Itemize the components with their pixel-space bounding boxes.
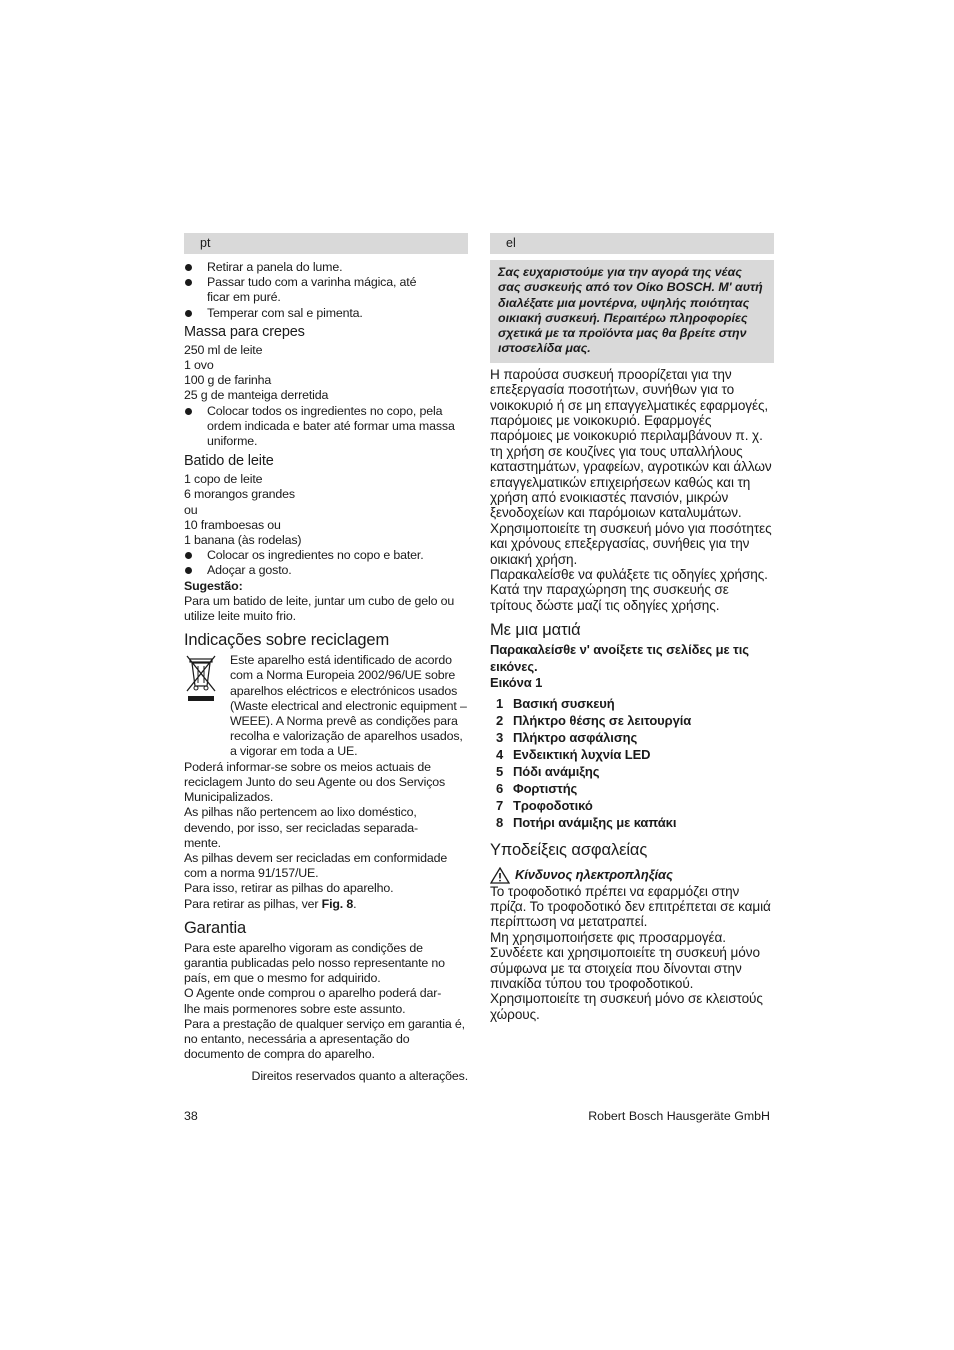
ingredient: ou: [184, 502, 198, 517]
parts-list: [490, 695, 774, 831]
section-title-safety: Υποδείξεις ασφαλείας: [490, 840, 648, 859]
ingredient: 1 copo de leite: [184, 472, 263, 487]
list-item: [490, 729, 774, 746]
part-number: 4: [496, 746, 504, 762]
paragraph: Χρησιμοποιείτε τη συσκευή μόνο σε κλειστούς χώρους.: [490, 991, 763, 1022]
pt-content: [184, 260, 468, 1085]
warning-triangle-icon: [490, 867, 510, 884]
paragraph: Συνδέετε και χρησιμοποιείτε τη συσκευή μόνο σύμφωνα με τα στοιχεία που δίνονται στην πινακίδα τύπου του τροφοδοτικού.: [490, 945, 760, 991]
list-item: [490, 712, 774, 729]
paragraph: Χρησιμοποιείτε τη συσκευή μόνο για ποσότητες και χρόνους επεξεργασίας, συνήθεις για την οικιακή χρήση.: [490, 520, 772, 567]
recycling-block: [184, 653, 468, 759]
list-item: Adoçar a gosto.: [184, 563, 468, 578]
bullet-list-top: [184, 260, 468, 321]
section-title-warranty: Garantia: [184, 918, 247, 937]
text-fragment: Para retirar as pilhas, ver: [184, 896, 322, 911]
ingredient: 250 ml de leite: [184, 342, 263, 357]
list-item: [490, 797, 774, 814]
list-item: [490, 780, 774, 797]
page-number: 38: [184, 1109, 198, 1123]
ingredient: 1 banana (às rodelas): [184, 533, 302, 548]
recycling-text: Este aparelho está identificado de acordo com a Norma Europeia 2002/96/UE sobre aparelhos eléctricos e electrónicos usados (Waste electrical and electronic equipment – WEEE). A Norma prevê as condições para recolha e valorização de aparelhos usados, a vigorar em toda a UE.: [230, 653, 467, 759]
part-label: Πλήκτρο ασφάλισης: [513, 729, 638, 745]
ingredient: 6 morangos grandes: [184, 487, 295, 502]
list-item: [490, 763, 774, 780]
paragraph: Para este aparelho vigoram as condições de garantia publicadas pelo nosso representante no país, em que o mesmo for adquirido.: [184, 940, 445, 986]
list-item: Colocar todos os ingredientes no copo, pela ordem indicada e bater até formar uma massa uniforme.: [184, 404, 468, 450]
warning-label: Κίνδυνος ηλεκτροπληξίας: [515, 867, 673, 883]
paragraph: Μη χρησιμοποιήσετε φις προσαρμογέα.: [490, 929, 726, 945]
paragraph: Poderá informar-se sobre os meios actuais de reciclagem Junto do seu Agente ou dos Serviços Municipalizados.: [184, 759, 446, 805]
paragraph: As pilhas não pertencem ao lixo doméstico, devendo, por isso, ser recicladas separada- mente.: [184, 805, 418, 850]
part-label: Ενδεικτική λυχνία LED: [513, 746, 651, 762]
lang-header-pt: pt: [184, 233, 468, 254]
ingredient: 25 g de manteiga derretida: [184, 388, 329, 403]
list-item: [490, 695, 774, 712]
column-pt: [184, 233, 468, 1085]
paragraph: Το τροφοδοτικό πρέπει να εφαρμόζει στην πρίζα. Το τροφοδοτικό δεν επιτρέπεται σε καμιά περίπτωση να μετατραπεί.: [490, 883, 771, 930]
part-number: 5: [496, 763, 504, 779]
part-label: Πόδι ανάμιξης: [513, 763, 600, 779]
section-title-batido: Batido de leite: [184, 453, 274, 470]
section-title-recycling: Indicações sobre reciclagem: [184, 631, 390, 650]
part-number: 6: [496, 780, 504, 796]
footer-company: Robert Bosch Hausgeräte GmbH: [588, 1109, 770, 1123]
paragraph: Para isso, retirar as pilhas do aparelho.: [184, 881, 394, 896]
tip-label: Sugestão:: [184, 578, 243, 593]
section-title-overview: Με μια ματιά: [490, 621, 581, 640]
paragraph: Η παρούσα συσκευή προορίζεται για την επεξεργασία ποσοτήτων, συνήθων για το νοικοκυριό ή σε μη επαγγελματικές εφαρμογές, παρόμοιες με νοικοκυριό. Εφαρμογές παρόμοιες με νοικοκυριό περιλαμβάνουν π. χ. τη χρήση σε κουζίνες για τους υπαλλήλους καταστημάτων, γραφείων, αγροτικών και άλλων επαγγελματικών επιχειρήσεων καθώς και τη χρήση από ενοικιαστές πανσιόν, μικρών ξενοδοχείων και παρόμοιων καταλυμάτων.: [490, 366, 772, 521]
part-number: 1: [496, 695, 504, 711]
batido-steps: [184, 548, 468, 578]
column-el: [490, 233, 774, 1022]
part-label: Ποτήρι ανάμιξης με καπάκι: [513, 814, 677, 830]
part-label: Τροφοδοτικό: [513, 797, 593, 813]
intro-box: Σας ευχαριστούμε για την αγορά της νέας σας συσκευής από τον Οίκο BOSCH. Μ' αυτή διαλέξατε μια μοντέρνα, υψηλής ποιότητας οικιακή συσκευή. Περαιτέρω πληροφορίες σχετικά με τα προϊόντα μας θα βρείτε στην ιστοσελίδα μας.: [490, 260, 774, 363]
list-item: Passar tudo com a varinha mágica, até ficar em puré.: [184, 275, 468, 305]
section-title-crepes: Massa para crepes: [184, 323, 305, 340]
ingredient: 10 framboesas ou: [184, 517, 281, 532]
ingredient: 1 ovo: [184, 358, 214, 373]
list-item: Colocar os ingredientes no copo e bater.: [184, 548, 468, 563]
paragraph: As pilhas devem ser recicladas em conformidade com a norma 91/157/UE.: [184, 850, 448, 881]
list-item: Retirar a panela do lume.: [184, 260, 468, 275]
list-item: [490, 746, 774, 763]
part-number: 3: [496, 729, 504, 745]
figure-reference: Fig. 8: [321, 896, 354, 911]
open-pages-instruction: Παρακαλείσθε ν' ανοίξετε τις σελίδες με τις εικόνες.: [490, 642, 749, 674]
part-label: Πλήκτρο θέσης σε λειτουργία: [513, 712, 692, 728]
part-number: 7: [496, 797, 504, 813]
part-number: 2: [496, 712, 504, 728]
list-item: Temperar com sal e pimenta.: [184, 306, 468, 321]
weee-bin-icon: [184, 653, 230, 759]
ingredient: 100 g de farinha: [184, 373, 272, 388]
list-item: [490, 814, 774, 831]
paragraph: Para a prestação de qualquer serviço em garantia é, no entanto, necessária a apresentação do documento de compra do aparelho.: [184, 1016, 465, 1062]
crepes-steps: [184, 404, 468, 450]
lang-header-el: el: [490, 233, 774, 254]
part-number: 8: [496, 814, 504, 830]
paragraph: O Agente onde comprou o aparelho poderá dar- lhe mais pormenores sobre este assunto.: [184, 986, 442, 1016]
paragraph-figure-ref: [184, 897, 468, 912]
el-content: [490, 367, 774, 1022]
paragraph: Παρακαλείσθε να φυλάξετε τις οδηγίες χρήσης. Κατά την παραχώρηση της συσκευής σε τρίτους δώστε μαζί τις οδηγίες χρήσης.: [490, 567, 768, 613]
rights-reserved-note: Direitos reservados quanto a alterações.: [251, 1069, 468, 1084]
warning-line: [490, 867, 774, 884]
part-label: Βασική συσκευή: [513, 695, 615, 711]
text-fragment: .: [353, 896, 357, 911]
tip-text: Para um batido de leite, juntar um cubo de gelo ou utilize leite muito frio.: [184, 593, 455, 624]
figure-label: Εικόνα 1: [490, 675, 543, 691]
part-label: Φορτιστής: [513, 780, 578, 796]
